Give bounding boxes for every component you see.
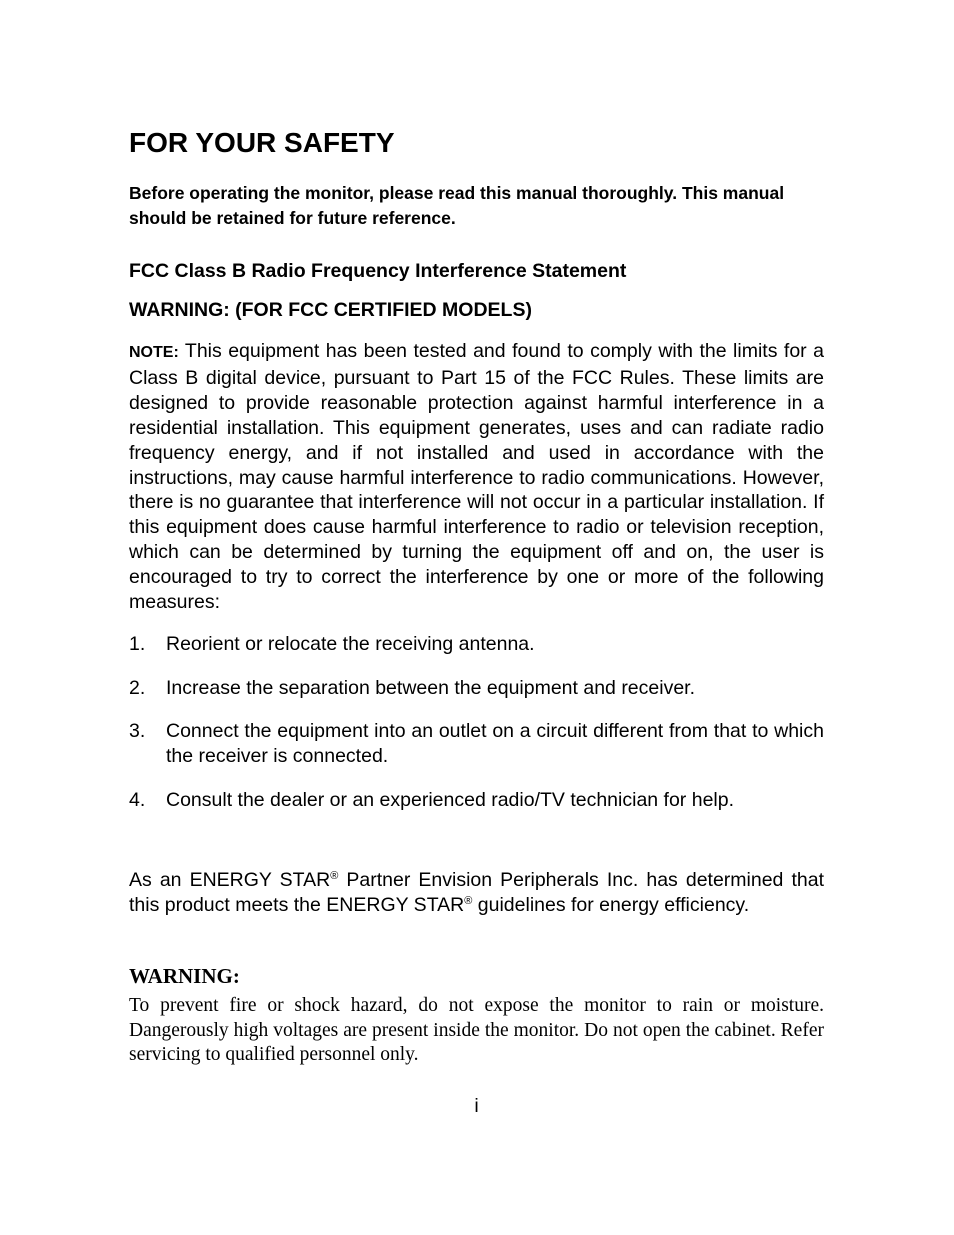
- note-label: NOTE:: [129, 344, 179, 361]
- intro-paragraph: Before operating the monitor, please read this manual thoroughly. This manual should be retained for future reference.: [129, 183, 785, 228]
- page-number: i: [474, 1095, 479, 1117]
- list-item: [129, 632, 824, 657]
- registered-mark: ®: [464, 895, 473, 907]
- warning-paragraph: To prevent fire or shock hazard, do not expose the monitor to rain or moisture. Dangerously high voltages are present inside the monitor. Do not open the cabinet. Refer servicing to qualified personnel only.: [129, 995, 824, 1065]
- measures-list: [129, 632, 824, 831]
- fcc-note-paragraph: [129, 339, 824, 615]
- list-item-number: 1.: [129, 633, 146, 655]
- list-item: [129, 719, 824, 769]
- list-item: [129, 676, 824, 701]
- energy-text-3: guidelines for energy efficiency.: [472, 894, 750, 916]
- energy-text-2: Partner Envision Peripherals Inc. has determined that this product meets the ENERGY STAR: [129, 869, 824, 916]
- registered-mark: ®: [330, 870, 339, 882]
- list-item-text: Reorient or relocate the receiving antenna.: [166, 633, 535, 655]
- energy-text-1: As an ENERGY STAR: [129, 869, 331, 891]
- warning-heading: WARNING:: [129, 964, 240, 988]
- list-item-number: 2.: [129, 676, 146, 699]
- fcc-warning-heading: WARNING: (FOR FCC CERTIFIED MODELS): [129, 299, 532, 321]
- list-item-text: Increase the separation between the equipment and receiver.: [166, 676, 696, 699]
- energy-star-paragraph: [129, 868, 824, 918]
- list-item-text: Connect the equipment into an outlet on a circuit different from that to which the receiver is connected.: [166, 720, 824, 767]
- note-text: This equipment has been tested and found to comply with the limits for a Class B digital device, pursuant to Part 15 of the FCC Rules. These limits are designed to provide reasonable protection against harmful interference in a residential installation. This equipment generates, uses and can radiate radio frequency energy, and if not installed and used in accordance with the instructions, may cause harmful interference to radio communications. However, there is no guarantee that interference will not occur in a particular installation. If this equipment does cause harmful interference to radio or television reception, which can be determined by turning the equipment off and on, the user is encouraged to try to correct the interference by one or more of the following measures:: [129, 340, 824, 614]
- list-item-number: 4.: [129, 788, 146, 811]
- list-item-text: Consult the dealer or an experienced radio/TV technician for help.: [166, 788, 735, 811]
- page-title: FOR YOUR SAFETY: [129, 127, 395, 158]
- list-item: [129, 788, 824, 813]
- fcc-heading: FCC Class B Radio Frequency Interference Statement: [129, 260, 627, 282]
- list-item-number: 3.: [129, 720, 146, 742]
